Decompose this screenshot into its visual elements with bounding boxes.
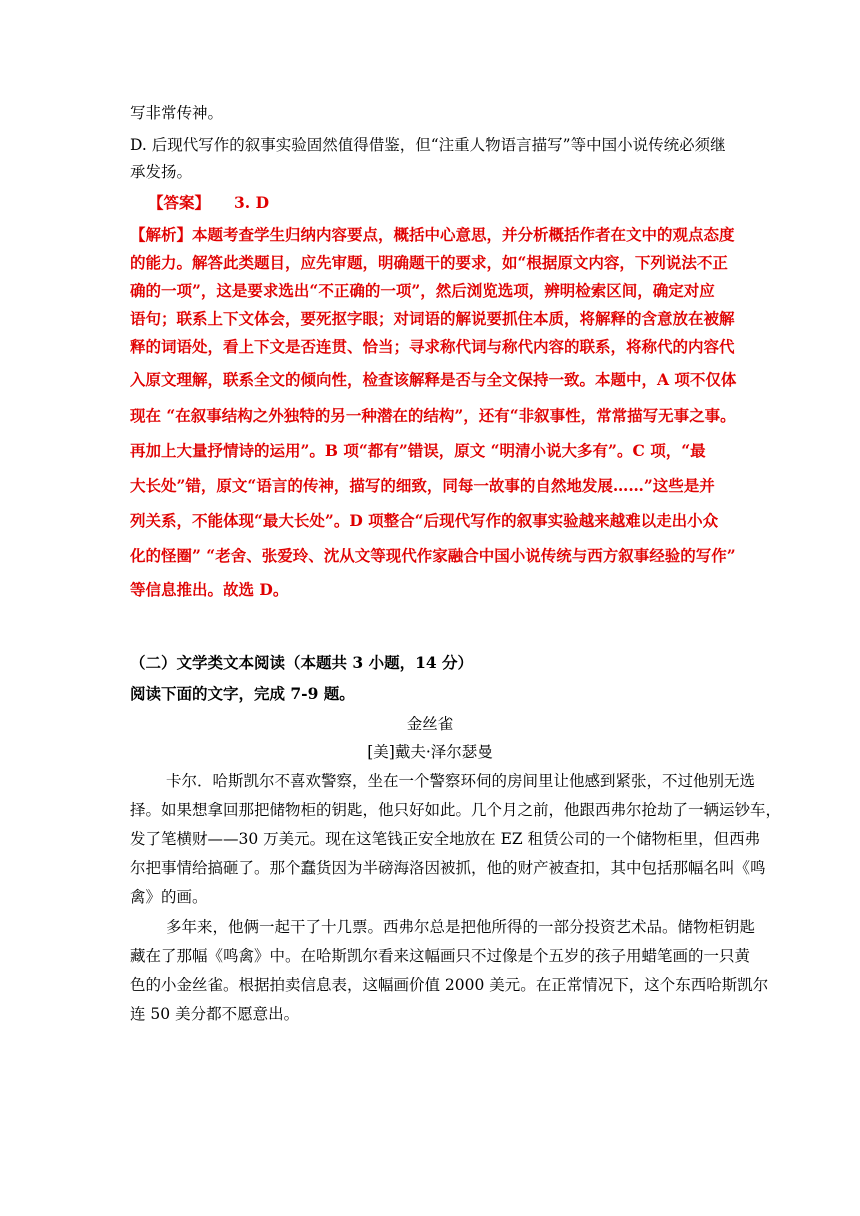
- option-d-line-1: D. 后现代写作的叙事实验固然值得借鉴，但“注重人物语言描写”等中国小说传统必须继: [130, 136, 726, 154]
- story-p2-line-1: 多年来，他俩一起干了十几票。西弗尔总是把他所得的一部分投资艺术品。储物柜钥匙: [166, 918, 756, 936]
- story-author: [美]戴夫·泽尔瑟曼: [367, 743, 493, 761]
- analysis-line-11: 化的怪圈” “老舍、张爱玲、沈从文等现代作家融合中国小说传统与西方叙事经验的写作”: [130, 546, 736, 565]
- analysis-line-3: 确的一项”，这是要求选出“不正确的一项”，然后浏览选项，辨明检索区间，确定对应: [130, 281, 715, 300]
- analysis-line-4: 语句；联系上下文体会，要死抠字眼；对词语的解说要抓住本质，将解释的含意放在被解: [130, 309, 735, 328]
- answer-value: 3. D: [234, 193, 270, 212]
- section-heading: （二）文学类文本阅读（本题共 3 小题，14 分）: [130, 653, 474, 672]
- analysis-line-6: 入原文理解，联系全文的倾向性，检查该解释是否与全文保持一致。本题中，A 项不仅体: [130, 370, 737, 389]
- answer-line: [148, 193, 758, 213]
- reading-instruction: 阅读下面的文字，完成 7-9 题。: [130, 684, 355, 703]
- story-p1-line-3: 发了笔横财——30 万美元。现在这笔钱正安全地放在 EZ 租赁公司的一个储物柜里，但西弗: [130, 830, 761, 848]
- story-p1-line-2: 择。如果想拿回那把储物柜的钥匙，他只好如此。几个月之前，他跟西弗尔抢劫了一辆运钞车，: [130, 801, 782, 819]
- story-p2-line-4: 连 50 美分都不愿意出。: [130, 1005, 300, 1023]
- analysis-line-5: 释的词语处，看上下文是否连贯、恰当；寻求称代词与称代内容的联系，将称代的内容代: [130, 337, 735, 356]
- analysis-line-8: 再加上大量抒情诗的运用”。B 项“都有”错误，原文 “明清小说大多有”。C 项，“最: [130, 441, 706, 460]
- answer-label: 【答案】: [148, 193, 211, 212]
- story-p2-line-2: 藏在了那幅《鸣禽》中。在哈斯凯尔看来这幅画只不过像是个五岁的孩子用蜡笔画的一只黄: [130, 947, 751, 965]
- analysis-line-1: 【解析】本题考查学生归纳内容要点，概括中心意思，并分析概括作者在文中的观点态度: [130, 225, 735, 244]
- story-p1-line-5: 禽》的画。: [130, 888, 208, 906]
- story-p1-line-1: 卡尔．哈斯凯尔不喜欢警察，坐在一个警察环伺的房间里让他感到紧张，不过他别无选: [166, 772, 756, 790]
- analysis-line-9: 大长处”错，原文“语言的传神，描写的细致，同每一故事的自然地发展……”这些是并: [130, 476, 715, 495]
- analysis-line-10: 列关系，不能体现“最大长处”。D 项整合“后现代写作的叙事实验越来越难以走出小众: [130, 511, 719, 530]
- analysis-line-12: 等信息推出。故选 D。: [130, 580, 289, 599]
- analysis-line-7: 现在 “在叙事结构之外独特的另一种潜在的结构”，还有“非叙事性，常常描写无事之事。: [130, 406, 736, 425]
- analysis-line-2: 的能力。解答此类题目，应先审题，明确题干的要求，如“根据原文内容，下列说法不正: [130, 253, 728, 272]
- story-title: 金丝雀: [406, 715, 454, 733]
- option-d-line-2: 承发扬。: [130, 163, 193, 181]
- option-c-tail: 写非常传神。: [130, 104, 224, 122]
- story-p2-line-3: 色的小金丝雀。根据拍卖信息表，这幅画价值 2000 美元。在正常情况下，这个东西哈斯凯尔: [130, 976, 769, 994]
- story-p1-line-4: 尔把事情给搞砸了。那个蠢货因为半磅海洛因被抓，他的财产被查扣，其中包括那幅名叫《鸣: [130, 859, 766, 877]
